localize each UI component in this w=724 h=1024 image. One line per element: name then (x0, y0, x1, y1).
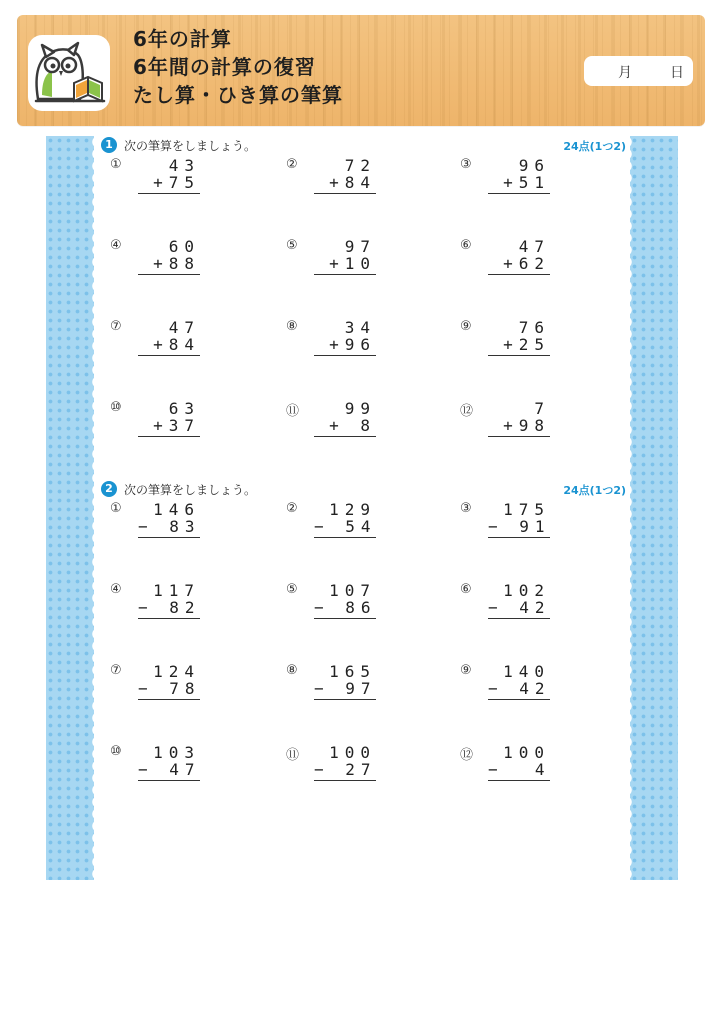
arithmetic-problem (446, 500, 576, 550)
problem-top-operand: 165 (329, 662, 376, 681)
section-subtraction (96, 480, 630, 800)
date-field[interactable] (584, 56, 693, 86)
problem-bottom-operand: − 82 (138, 598, 201, 617)
problem-number: ⑪ (286, 404, 300, 419)
problem-bottom-operand: − 86 (314, 598, 377, 617)
problem-top-operand: 175 (503, 500, 550, 519)
problem-bottom-operand: − 54 (314, 517, 377, 536)
problem-number: ⑪ (286, 748, 300, 763)
problem-bottom-operand: − 27 (314, 760, 377, 779)
section-header (96, 480, 630, 500)
arithmetic-problem (96, 662, 226, 712)
problem-bottom-operand: +84 (138, 335, 200, 356)
problem-bottom-operand: +98 (488, 416, 550, 437)
problem-number: ① (110, 501, 122, 516)
arithmetic-problem (272, 500, 402, 550)
problem-bottom-operand: +88 (138, 254, 200, 275)
problem-bottom-operand: +75 (138, 173, 200, 194)
problem-top-operand: 124 (153, 662, 200, 681)
problem-top-operand: 107 (329, 581, 376, 600)
arithmetic-problem (446, 318, 576, 368)
arithmetic-problem (446, 662, 576, 712)
problem-bottom-operand: +84 (314, 173, 376, 194)
left-dotted-border (46, 136, 94, 880)
problem-top-operand: 47 (168, 318, 200, 337)
problem-number: ④ (110, 582, 122, 597)
title-line-1: 6年の計算 (133, 27, 232, 51)
problem-top-operand: 129 (329, 500, 376, 519)
problem-bottom-operand: +96 (314, 335, 376, 356)
problem-bottom-operand: +10 (314, 254, 376, 275)
problem-number: ⑤ (286, 238, 298, 253)
problem-top-operand: 97 (344, 237, 376, 256)
problem-number: ⑩ (110, 744, 122, 759)
arithmetic-problem (446, 237, 576, 287)
problem-bottom-operand: − 97 (314, 679, 377, 698)
arithmetic-problem (446, 743, 576, 793)
problem-bottom-operand: +51 (488, 173, 550, 194)
section-instruction: 次の筆算をしましょう。 (124, 483, 257, 497)
arithmetic-problem (272, 581, 402, 631)
problem-top-operand: 63 (168, 399, 200, 418)
problem-bottom-operand: +37 (138, 416, 200, 437)
section-instruction: 次の筆算をしましょう。 (124, 139, 257, 153)
arithmetic-problem (446, 581, 576, 631)
problem-top-operand: 72 (344, 156, 376, 175)
problem-top-operand: 117 (153, 581, 200, 600)
section-number-badge: 1 (101, 137, 117, 153)
problem-top-operand: 34 (344, 318, 376, 337)
worksheet-header (17, 15, 705, 126)
problem-bottom-operand: +62 (488, 254, 550, 275)
arithmetic-problem (446, 156, 576, 206)
arithmetic-problem (272, 743, 402, 793)
problem-number: ② (286, 157, 298, 172)
problem-number: ⑧ (286, 319, 298, 334)
problem-number: ⑫ (460, 404, 474, 419)
problem-bottom-operand: − 47 (138, 760, 201, 779)
arithmetic-problem (272, 156, 402, 206)
arithmetic-problem (272, 237, 402, 287)
title-line-2: 6年間の計算の復習 (133, 55, 316, 79)
problem-top-operand: 100 (329, 743, 376, 762)
problem-top-operand: 76 (518, 318, 550, 337)
problem-number: ⑨ (460, 319, 472, 334)
worksheet-title (133, 25, 343, 109)
problem-bottom-operand: − 42 (488, 679, 551, 698)
problem-number: ③ (460, 157, 472, 172)
problem-top-operand: 47 (518, 237, 550, 256)
problem-top-operand: 43 (168, 156, 200, 175)
problem-number: ⑧ (286, 663, 298, 678)
problem-top-operand: 146 (153, 500, 200, 519)
problem-bottom-operand: − 42 (488, 598, 551, 617)
section-points: 24点(1つ2) (563, 140, 626, 153)
arithmetic-problem (272, 318, 402, 368)
problem-top-operand: 7 (534, 399, 550, 418)
problem-bottom-operand: + 8 (314, 416, 376, 437)
arithmetic-problem (96, 156, 226, 206)
problem-top-operand: 140 (503, 662, 550, 681)
problem-number: ⑦ (110, 319, 122, 334)
problem-number: ⑥ (460, 238, 472, 253)
problem-top-operand: 99 (344, 399, 376, 418)
owl-with-book-icon (28, 35, 110, 111)
arithmetic-problem (272, 399, 402, 449)
problem-bottom-operand: − 91 (488, 517, 551, 536)
problem-bottom-operand: − 4 (488, 760, 551, 779)
section-number-badge: 2 (101, 481, 117, 497)
arithmetic-problem (96, 399, 226, 449)
section-points: 24点(1つ2) (563, 484, 626, 497)
section-addition (96, 136, 630, 456)
problem-top-operand: 96 (518, 156, 550, 175)
problem-number: ② (286, 501, 298, 516)
problem-number: ⑤ (286, 582, 298, 597)
logo (28, 35, 110, 111)
month-label: 月 (618, 65, 632, 81)
problem-top-operand: 60 (168, 237, 200, 256)
arithmetic-problem (96, 237, 226, 287)
problem-top-operand: 103 (153, 743, 200, 762)
problem-number: ④ (110, 238, 122, 253)
problem-top-operand: 100 (503, 743, 550, 762)
problem-number: ⑥ (460, 582, 472, 597)
problem-bottom-operand: +25 (488, 335, 550, 356)
arithmetic-problem (96, 743, 226, 793)
title-line-3: たし算・ひき算の筆算 (133, 83, 343, 107)
arithmetic-problem (446, 399, 576, 449)
problem-number: ③ (460, 501, 472, 516)
day-label: 日 (670, 65, 684, 81)
arithmetic-problem (272, 662, 402, 712)
section-header (96, 136, 630, 156)
problem-number: ⑩ (110, 400, 122, 415)
problem-number: ⑨ (460, 663, 472, 678)
arithmetic-problem (96, 500, 226, 550)
problem-number: ⑦ (110, 663, 122, 678)
arithmetic-problem (96, 318, 226, 368)
problem-number: ① (110, 157, 122, 172)
arithmetic-problem (96, 581, 226, 631)
problem-bottom-operand: − 83 (138, 517, 201, 536)
problem-bottom-operand: − 78 (138, 679, 201, 698)
right-dotted-border (630, 136, 678, 880)
problem-top-operand: 102 (503, 581, 550, 600)
problem-number: ⑫ (460, 748, 474, 763)
